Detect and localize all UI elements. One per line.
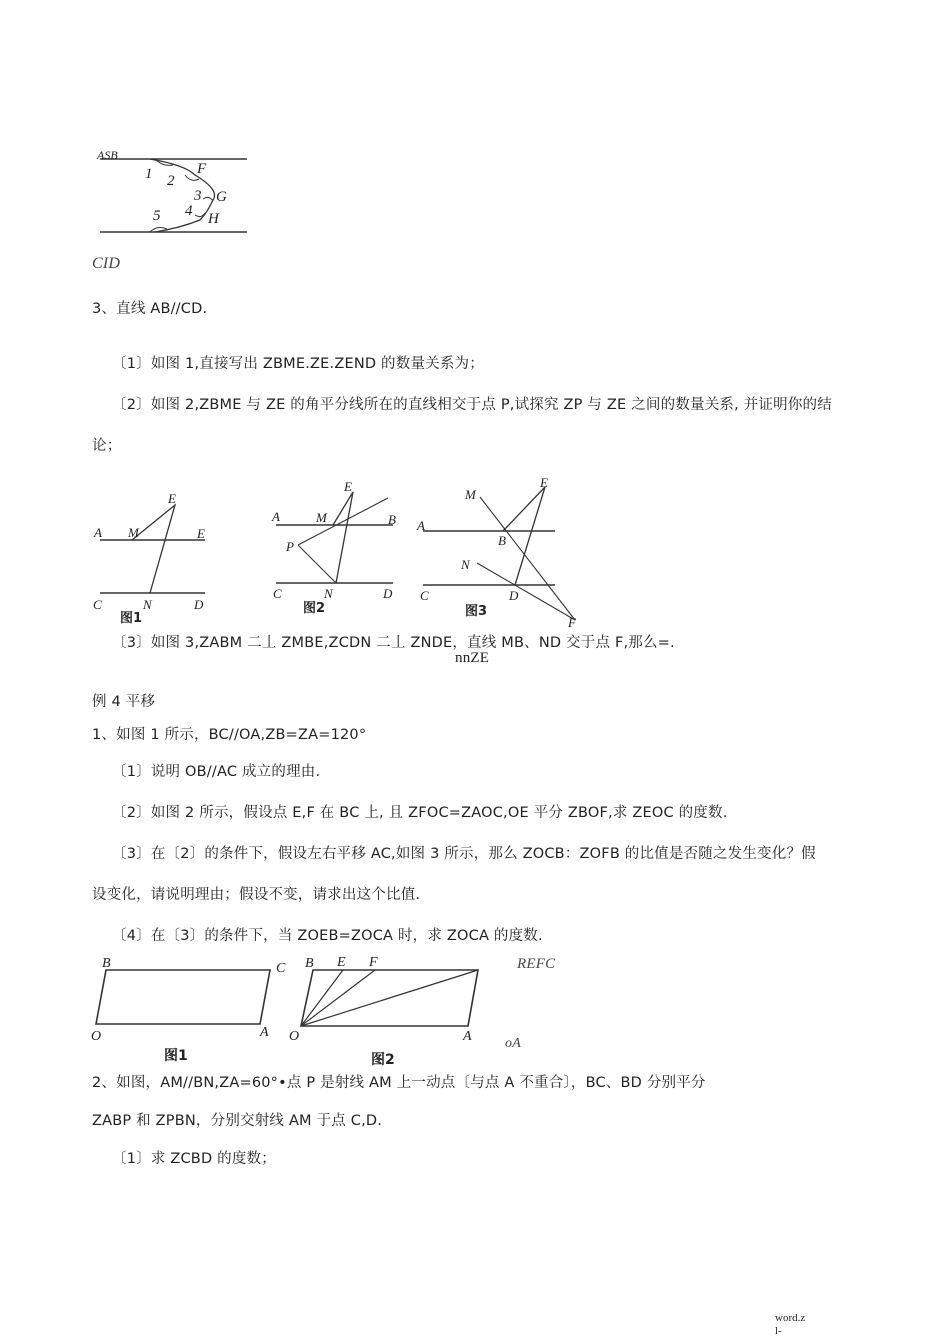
label-oa: oA (505, 1036, 521, 1051)
ex4-part3: 〔3〕在〔2〕的条件下，假设左右平移 AC,如图 3 所示，那么 ZOCB：ZOFB 的比值是否随之发生变化？假 (112, 846, 816, 862)
f3-label-m: M (465, 487, 476, 502)
ex4-f2-label-o: O (289, 1029, 300, 1044)
f2-label-a: A (272, 509, 280, 524)
f1-label-a: A (94, 525, 102, 540)
ex4-f1-caption: 图1 (164, 1048, 188, 1064)
f3-label-f: F (568, 615, 576, 630)
label-asb: ASB (97, 148, 118, 162)
q3-part2-cont: 论； (92, 438, 122, 454)
label-2: 2 (167, 173, 175, 189)
footer-line-2: l- (775, 1325, 782, 1337)
f2-label-d: D (383, 586, 393, 601)
label-cid: CID (92, 255, 121, 272)
label-f: F (197, 161, 207, 177)
ex4-part1: 〔1〕说明 OB//AC 成立的理由. (112, 764, 321, 780)
label-5: 5 (153, 208, 161, 224)
f2-label-e: E (344, 479, 352, 494)
ex4-title: 例 4 平移 (92, 694, 156, 710)
f3-label-a: A (417, 518, 425, 533)
ex4-f2-label-b: B (305, 956, 314, 971)
f1-label-c: C (93, 597, 102, 612)
q3-part3: 〔3〕如图 3,ZABM 二丄 ZMBE,ZCDN 二丄 ZNDE，直线 MB、ND 交于点 F,那么=. (112, 635, 675, 651)
q3-part2: 〔2〕如图 2,ZBME 与 ZE 的角平分线所在的直线相交于点 P,试探究 ZP 与 ZE 之间的数量关系, 并证明你的结 (112, 397, 832, 413)
f2-label-p: P (286, 539, 294, 554)
label-refc: REFC (517, 956, 556, 972)
footer-line-1: word.z (775, 1312, 806, 1324)
ex4-f2-caption: 图2 (371, 1052, 395, 1068)
f2-label-b: B (388, 512, 396, 527)
f1-label-b: E (197, 526, 205, 541)
ex4-f2-label-a: A (463, 1029, 472, 1044)
ex4-f1-label-a: A (260, 1025, 269, 1040)
f3-label-e: E (540, 475, 548, 490)
q3-title: 3、直线 AB//CD. (92, 301, 208, 317)
ex4-f1-label-o: O (91, 1029, 102, 1044)
f1-label-m: M (128, 525, 139, 540)
ex4-f2-label-e: E (337, 955, 346, 970)
f1-label-n: N (143, 597, 152, 612)
q2-line1: 2、如图，AM//BN,ZA=60°•点 P 是射线 AM 上一动点〔与点 A 不重合〕，BC、BD 分别平分 (92, 1075, 706, 1091)
q3-part1: 〔1〕如图 1,直接写出 ZBME.ZE.ZEND 的数量关系为； (112, 356, 484, 372)
f3-label-n: N (461, 557, 470, 572)
ex4-part3-cont: 设变化，请说明理由；假设不变，请求出这个比值. (92, 887, 421, 903)
label-g: G (216, 189, 227, 205)
label-3: 3 (194, 188, 202, 204)
f2-label-c: C (273, 586, 282, 601)
q2-part1: 〔1〕求 ZCBD 的度数； (112, 1151, 276, 1167)
ex4-f2-label-f: F (369, 955, 378, 970)
f2-caption: 图2 (303, 601, 326, 616)
ex4-f1-label-b: B (102, 956, 111, 971)
f3-label-d: D (509, 588, 519, 603)
q2-line2: ZABP 和 ZPBN，分别交射线 AM 于点 C,D. (92, 1113, 383, 1129)
q3-figure-3 (415, 475, 590, 630)
f3-label-c: C (420, 588, 429, 603)
ex4-part2: 〔2〕如图 2 所示，假设点 E,F 在 BC 上, 且 ZFOC=ZAOC,OE 平分 ZBOF,求 ZEOC 的度数. (112, 805, 728, 821)
f1-label-e: E (168, 491, 176, 506)
f2-label-m: M (316, 510, 327, 525)
q3-figure-1 (90, 485, 215, 625)
figure-zigzag (95, 145, 255, 240)
label-h: H (208, 211, 219, 227)
ex4-figure-2 (283, 952, 488, 1072)
f3-label-b: B (498, 533, 506, 548)
label-4: 4 (185, 203, 193, 219)
ex4-part4: 〔4〕在〔3〕的条件下，当 ZOEB=ZOCA 时，求 ZOCA 的度数. (112, 928, 543, 944)
q3-part3-fraction: nnZE (455, 650, 490, 666)
f3-caption: 图3 (465, 604, 488, 619)
ex4-figure-1 (88, 952, 298, 1070)
label-1: 1 (145, 166, 153, 182)
f1-caption: 图1 (120, 611, 143, 626)
f2-label-n: N (324, 586, 333, 601)
ex4-q1: 1、如图 1 所示，BC//OA,ZB=ZA=120° (92, 727, 367, 743)
q3-figure-2 (268, 478, 408, 618)
ex4-f1-label-c: C (276, 961, 286, 976)
f1-label-d: D (194, 597, 204, 612)
